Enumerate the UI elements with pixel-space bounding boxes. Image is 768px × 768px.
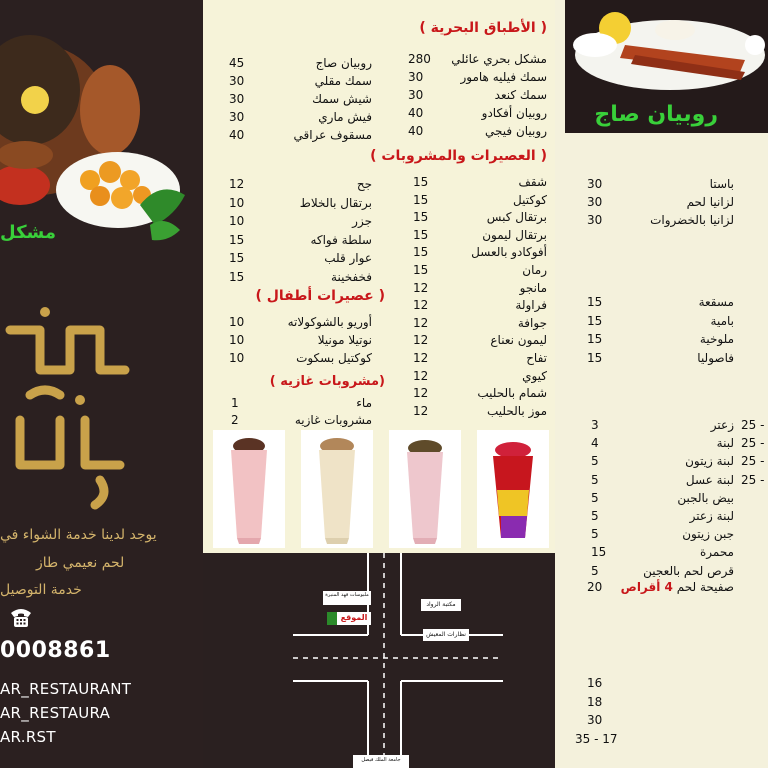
seafood-item-price: 30 bbox=[229, 110, 245, 124]
kids-juice-item-price: 10 bbox=[229, 333, 245, 347]
bakery-item-name: قرص لحم بالعجين bbox=[643, 563, 734, 578]
juice-item-name: رمان bbox=[522, 263, 547, 277]
bakery-last-price: 20 bbox=[587, 580, 603, 594]
social-handle-2[interactable]: AR_RESTAURA bbox=[0, 704, 111, 722]
bottom-price: 30 bbox=[587, 713, 603, 727]
juice-item-price: 15 bbox=[229, 269, 245, 284]
seafood-item-price: 40 bbox=[408, 106, 424, 120]
pistachio-shake-icon bbox=[389, 430, 461, 548]
juice-glass-photo-4 bbox=[477, 430, 549, 548]
seafood-item-name: روبيان صاج bbox=[315, 56, 372, 70]
seafood-item-name: مشكل بحري عائلي bbox=[451, 52, 547, 66]
juice-item-name: موز بالحليب bbox=[486, 403, 547, 418]
bakery-item-name: لبنة زعتر bbox=[689, 509, 734, 523]
promo-line-1: يوجد لدينا خدمة الشواء في bbox=[0, 527, 157, 543]
pasta-item-price: 30 bbox=[587, 195, 603, 209]
middle-menu-panel bbox=[203, 0, 555, 553]
bottom-price: 16 bbox=[587, 676, 603, 690]
juice-item-price: 12 bbox=[413, 403, 429, 418]
map-label-university: جامعة الملك فيصل bbox=[361, 757, 401, 763]
juice-item-price: 12 bbox=[413, 298, 429, 313]
juice-item-price: 12 bbox=[413, 386, 429, 401]
juice-item-name: فخفخينة bbox=[331, 269, 372, 284]
bakery-item-price: 4 bbox=[591, 436, 599, 451]
social-handle-3[interactable]: AR.RST bbox=[0, 728, 56, 746]
bakery-last-item bbox=[621, 578, 734, 596]
seafood-item-price: 30 bbox=[408, 70, 424, 84]
juice-item-price: 15 bbox=[413, 227, 429, 242]
juice-item-price: 15 bbox=[229, 232, 245, 247]
bakery-item-name: لبنة عسل bbox=[685, 472, 734, 487]
juice-item-name: جوافة bbox=[517, 315, 547, 330]
juice-item-name: مانجو bbox=[519, 280, 547, 295]
bakery-item-name: جبن زيتون bbox=[682, 527, 734, 542]
bakery-item-name: لبنة زيتون bbox=[685, 454, 734, 469]
promo-line-2: لحم نعيمي طاز bbox=[36, 555, 125, 571]
juice-item-name: سلطة فواكه bbox=[310, 232, 372, 247]
juice-glass-photo-1 bbox=[213, 430, 285, 548]
juice-item-price: 15 bbox=[229, 251, 245, 265]
map-location-pin[interactable]: الموقع bbox=[340, 613, 368, 622]
juice-item-price: 12 bbox=[413, 315, 429, 330]
juice-item-name: فراولة bbox=[515, 298, 547, 313]
bakery-item-price: 15 bbox=[591, 545, 607, 560]
bakery-item-name: لبنة bbox=[716, 436, 734, 451]
juice-item-price: 12 bbox=[413, 333, 429, 348]
pasta-item-price: 30 bbox=[587, 177, 603, 191]
biscuit-cocktail-icon bbox=[301, 430, 373, 548]
pasta-item-name: باستا bbox=[709, 177, 734, 191]
stew-item-name: فاصوليا bbox=[697, 350, 734, 365]
left-food-caption: مشكل bbox=[0, 222, 56, 243]
strawberry-milkshake-icon bbox=[213, 430, 285, 548]
bakery-item-name: بيض بالجبن bbox=[677, 490, 734, 505]
bakery-last-count: 4 أقراص bbox=[620, 580, 673, 594]
seafood-item-price: 30 bbox=[229, 74, 245, 88]
juice-item-price: 12 bbox=[413, 351, 429, 365]
social-handle-1[interactable]: AR_RESTAURANT bbox=[0, 680, 132, 698]
promo-line-3: خدمة التوصيل bbox=[0, 582, 82, 598]
shrimp-saj-banner bbox=[565, 0, 768, 133]
restaurant-logo bbox=[0, 300, 140, 510]
map-label-shop1: ملبوسات فهد المنيرة bbox=[325, 592, 369, 598]
seafood-item-price: 30 bbox=[408, 88, 424, 102]
seafood-title: ( الأطباق البحرية ) bbox=[419, 20, 547, 36]
juice-item-price: 10 bbox=[229, 195, 245, 210]
soft-drink-item-name: ماء bbox=[356, 396, 372, 410]
juice-item-price: 15 bbox=[413, 192, 429, 207]
juices-title: ( العصيرات والمشروبات ) bbox=[370, 148, 547, 164]
bakery-item-price: 5 bbox=[591, 527, 599, 542]
edge-price: 25 - bbox=[741, 436, 765, 451]
seafood-item-name: روبيان فيجي bbox=[485, 124, 547, 138]
stew-item-price: 15 bbox=[587, 350, 603, 365]
juice-item-name: جزر bbox=[352, 214, 372, 228]
juice-item-name: ليمون نعناع bbox=[490, 333, 547, 348]
map-label-shop2: مكتبة الرواد bbox=[426, 601, 456, 608]
bakery-last-name: صفيحة لحم bbox=[676, 580, 734, 594]
stew-item-name: بامية bbox=[710, 313, 734, 328]
seafood-item-price: 40 bbox=[229, 128, 245, 142]
location-map bbox=[203, 553, 555, 768]
kids-juice-item-name: كوكتيل بسكوت bbox=[296, 351, 372, 365]
juice-item-price: 12 bbox=[413, 368, 429, 383]
edge-price: 25 - bbox=[741, 454, 765, 469]
kids-juice-item-price: 10 bbox=[229, 351, 245, 365]
juice-item-price: 12 bbox=[229, 177, 245, 191]
stew-item-price: 15 bbox=[587, 332, 603, 346]
soft-drink-item-name: مشروبات غازيه bbox=[294, 413, 372, 427]
juice-item-price: 10 bbox=[229, 214, 245, 228]
juice-item-name: عوار قلب bbox=[324, 251, 372, 265]
stew-item-name: مسقعة bbox=[698, 295, 734, 309]
seafood-item-name: سمك مقلي bbox=[314, 74, 372, 88]
stew-item-price: 15 bbox=[587, 295, 603, 309]
juice-glass-photo-3 bbox=[389, 430, 461, 548]
stew-item-price: 15 bbox=[587, 313, 603, 328]
bakery-item-price: 5 bbox=[591, 490, 599, 505]
pasta-item-name: لزانيا لحم bbox=[686, 195, 734, 209]
seafood-item-name: سمك فيليه هامور bbox=[460, 70, 547, 84]
juice-item-price: 15 bbox=[413, 263, 429, 277]
location-map-panel bbox=[203, 553, 555, 768]
bakery-item-price: 5 bbox=[591, 563, 599, 578]
juice-item-price: 15 bbox=[413, 245, 429, 260]
pasta-item-price: 30 bbox=[587, 213, 603, 227]
juice-item-name: شمام بالحليب bbox=[477, 386, 547, 401]
shrimp-saj-caption: روبيان صاج bbox=[594, 102, 718, 127]
juice-item-name: كوكتيل bbox=[513, 192, 547, 207]
bakery-item-price: 3 bbox=[591, 418, 599, 432]
juice-item-price: 15 bbox=[413, 210, 429, 225]
bakery-item-name: محمرة bbox=[699, 545, 734, 560]
juice-item-name: برتقال ليمون bbox=[482, 227, 547, 242]
juice-item-name: برتقال كبس bbox=[486, 210, 547, 225]
juice-item-name: جح bbox=[356, 177, 372, 191]
pasta-item-name: لزانيا بالخضروات bbox=[650, 213, 734, 227]
edge-price: 25 - bbox=[741, 472, 765, 487]
seafood-item-price: 45 bbox=[229, 56, 245, 70]
kids-juice-item-name: أوريو بالشوكولاته bbox=[287, 315, 372, 329]
phone-icon bbox=[8, 604, 34, 630]
bottom-price: 18 bbox=[587, 694, 603, 709]
seafood-item-name: شيش سمك bbox=[312, 92, 372, 106]
juice-item-name: تفاح bbox=[526, 351, 547, 365]
stew-item-name: ملوخية bbox=[699, 332, 734, 346]
soft-drink-item-price: 2 bbox=[231, 413, 239, 427]
seafood-item-name: مسقوف عراقي bbox=[293, 128, 372, 142]
kids-juices-title: ( عصيرات أطفال ) bbox=[255, 288, 385, 304]
seafood-item-price: 30 bbox=[229, 92, 245, 106]
bakery-item-price: 5 bbox=[591, 454, 599, 469]
juice-item-name: شقف bbox=[518, 175, 547, 189]
kids-juice-item-price: 10 bbox=[229, 315, 245, 329]
juice-glass-photo-2 bbox=[301, 430, 373, 548]
bakery-item-name: زعتر bbox=[710, 418, 734, 432]
right-menu-panel bbox=[555, 0, 768, 768]
juice-item-name: أفوكادو بالعسل bbox=[471, 245, 547, 260]
seafood-item-price: 40 bbox=[408, 124, 424, 138]
grilled-platter-image bbox=[0, 0, 203, 255]
soft-drinks-title: (مشروبات غازيه ) bbox=[269, 374, 385, 389]
juice-item-name: برتقال بالخلاط bbox=[299, 195, 372, 210]
left-food-caption-box bbox=[0, 222, 60, 248]
seafood-item-name: فيش ماري bbox=[318, 110, 372, 124]
phone-number[interactable]: 0008861 bbox=[0, 638, 111, 663]
bottom-price: 35 - 17 bbox=[575, 731, 618, 746]
kids-juice-item-name: نوتيلا مونيلا bbox=[317, 333, 372, 347]
seafood-item-name: سمك كنعد bbox=[494, 88, 547, 102]
left-panel bbox=[0, 0, 203, 768]
juice-item-price: 15 bbox=[413, 175, 429, 189]
bakery-item-price: 5 bbox=[591, 472, 599, 487]
map-label-shop3: نظارات المعيش bbox=[426, 631, 466, 638]
seafood-item-price: 280 bbox=[408, 52, 431, 66]
edge-price: 25 - bbox=[741, 418, 765, 432]
pomegranate-cocktail-icon bbox=[477, 430, 549, 548]
juice-item-price: 12 bbox=[413, 280, 429, 295]
juice-item-name: كيوي bbox=[522, 368, 547, 383]
soft-drink-item-price: 1 bbox=[231, 396, 239, 410]
seafood-item-name: روبيان أفكادو bbox=[481, 106, 547, 120]
bakery-item-price: 5 bbox=[591, 509, 599, 523]
